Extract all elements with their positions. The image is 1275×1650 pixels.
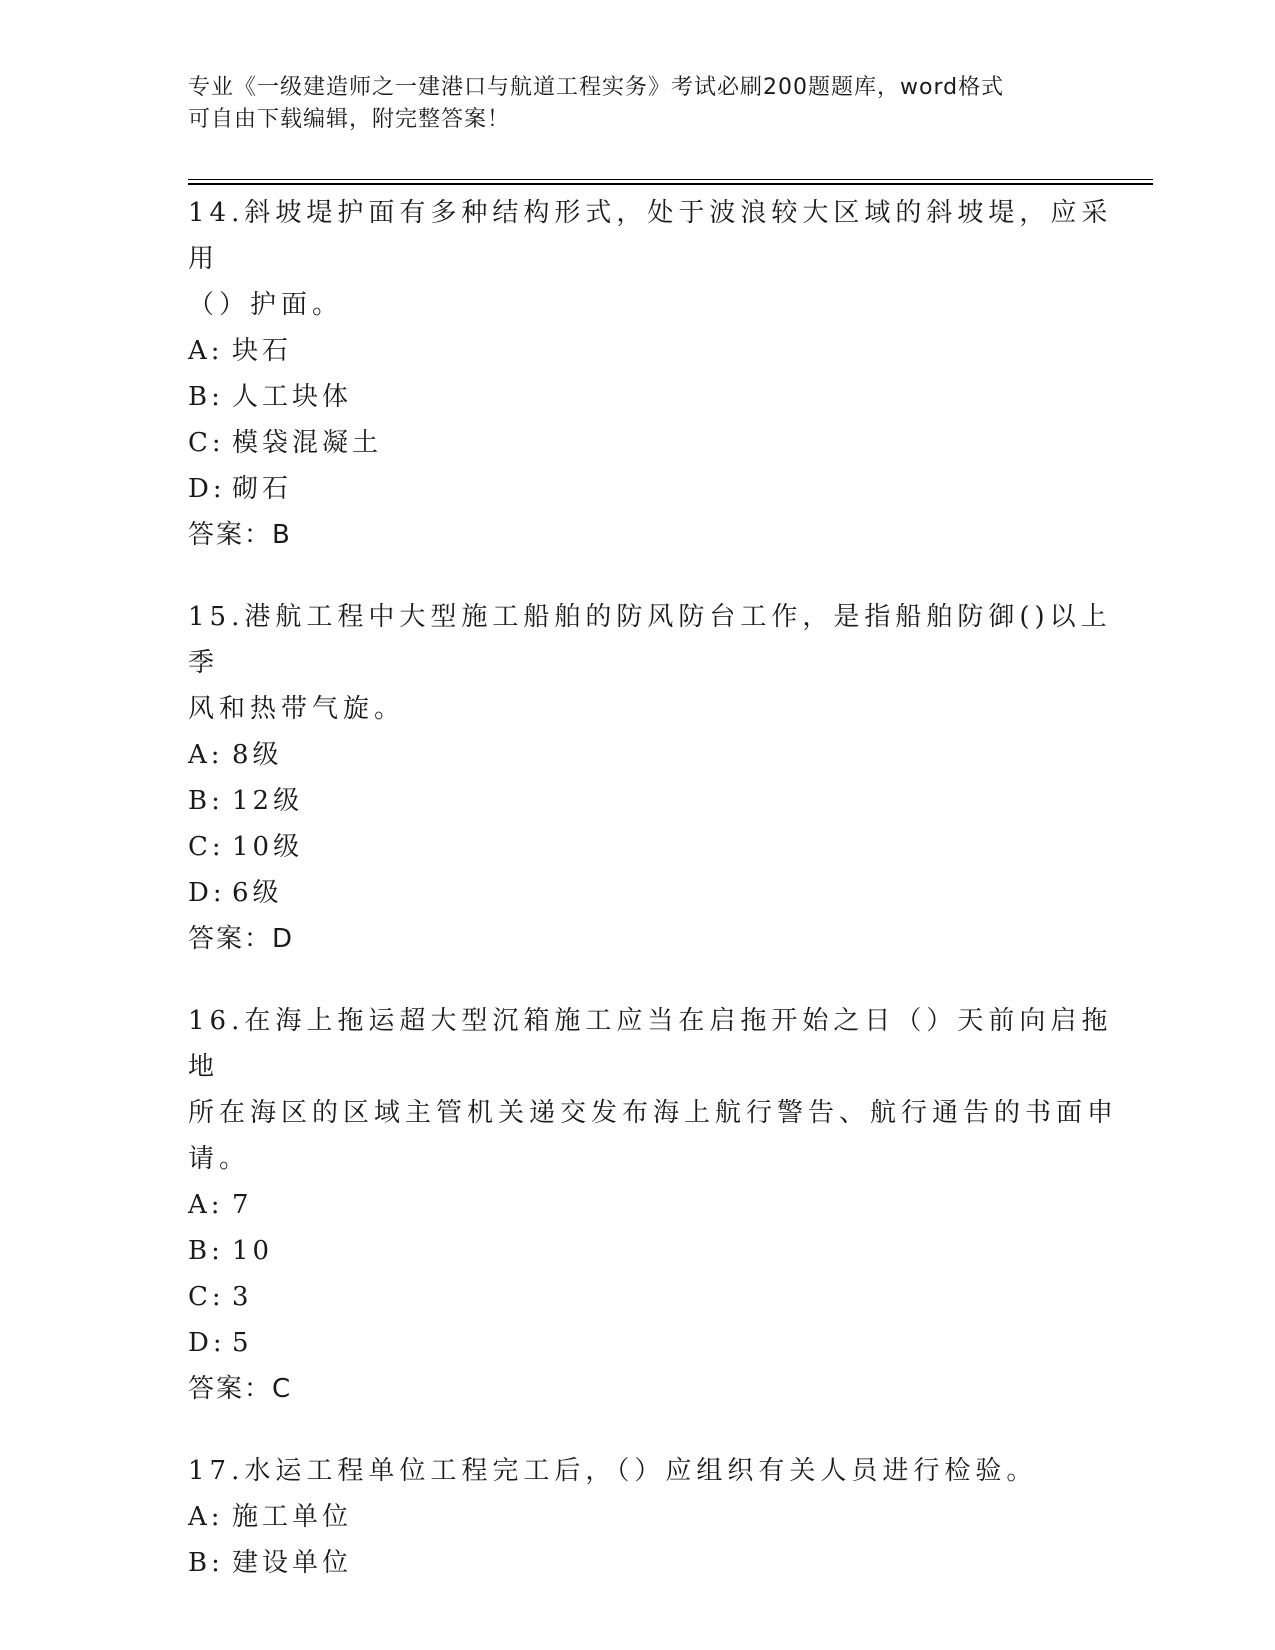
question-list [188, 190, 1118, 1622]
option-b [188, 374, 1118, 420]
answer-key: 答案：B [188, 520, 292, 550]
option-a [188, 1494, 1118, 1540]
question-stem: 15.港航工程中大型施工船舶的防风防台工作，是指船舶防御()以上季 [188, 602, 1112, 678]
question-16 [188, 998, 1118, 1412]
option-c [188, 1274, 1118, 1320]
question-stem-continued: 所在海区的区域主管机关递交发布海上航行警告、航行通告的书面申 [188, 1098, 1119, 1128]
option-text: 6级 [232, 878, 283, 908]
option-d [188, 1320, 1118, 1366]
option-letter: A: [188, 740, 224, 770]
header-line-2: 可自由下载编辑，附完整答案！ [188, 107, 511, 132]
option-letter: D: [188, 474, 226, 504]
option-letter: A: [188, 1502, 224, 1532]
option-text: 5 [232, 1328, 253, 1358]
option-c [188, 824, 1118, 870]
question-stem: 14.斜坡堤护面有多种结构形式，处于波浪较大区域的斜坡堤，应采用 [188, 198, 1113, 274]
option-text: 12级 [232, 786, 304, 816]
option-letter: B: [188, 786, 224, 816]
option-letter: C: [188, 428, 225, 458]
header-divider-thin [188, 179, 1153, 180]
header-line-1: 专业《一级建造师之一建港口与航道工程实务》考试必刷200题题库，word格式 [188, 75, 1005, 100]
answer-key: 答案：D [188, 924, 295, 954]
option-b [188, 1540, 1118, 1586]
question-14 [188, 190, 1118, 558]
option-text: 人工块体 [232, 382, 353, 412]
document-header [188, 72, 1088, 136]
question-stem-continued: 风和热带气旋。 [188, 694, 406, 724]
option-letter: B: [188, 1236, 224, 1266]
option-text: 8级 [232, 740, 283, 770]
option-text: 施工单位 [232, 1502, 353, 1532]
option-text: 块石 [232, 336, 293, 366]
option-letter: C: [188, 1282, 225, 1312]
question-17 [188, 1448, 1118, 1586]
question-15 [188, 594, 1118, 962]
option-text: 模袋混凝土 [232, 428, 383, 458]
option-text: 10 [232, 1236, 274, 1266]
option-letter: A: [188, 1190, 224, 1220]
answer-key: 答案：C [188, 1374, 293, 1404]
option-letter: C: [188, 832, 225, 862]
question-stem-continued: （）护面。 [188, 290, 344, 320]
option-letter: D: [188, 1328, 226, 1358]
question-stem-continued: 请。 [188, 1144, 251, 1174]
header-divider-thick [188, 183, 1153, 185]
option-text: 7 [232, 1190, 253, 1220]
option-d [188, 870, 1118, 916]
option-text: 10级 [232, 832, 304, 862]
option-letter: A: [188, 336, 224, 366]
option-text: 3 [232, 1282, 253, 1312]
option-a [188, 732, 1118, 778]
option-letter: D: [188, 878, 226, 908]
option-c [188, 420, 1118, 466]
option-b [188, 1228, 1118, 1274]
option-text: 砌石 [232, 474, 293, 504]
question-stem: 16.在海上拖运超大型沉箱施工应当在启拖开始之日（）天前向启拖地 [188, 1006, 1113, 1082]
option-text: 建设单位 [232, 1548, 353, 1578]
option-d [188, 466, 1118, 512]
option-a [188, 328, 1118, 374]
option-b [188, 778, 1118, 824]
option-a [188, 1182, 1118, 1228]
question-stem: 17.水运工程单位工程完工后，（）应组织有关人员进行检验。 [188, 1456, 1038, 1486]
option-letter: B: [188, 1548, 224, 1578]
option-letter: B: [188, 382, 224, 412]
